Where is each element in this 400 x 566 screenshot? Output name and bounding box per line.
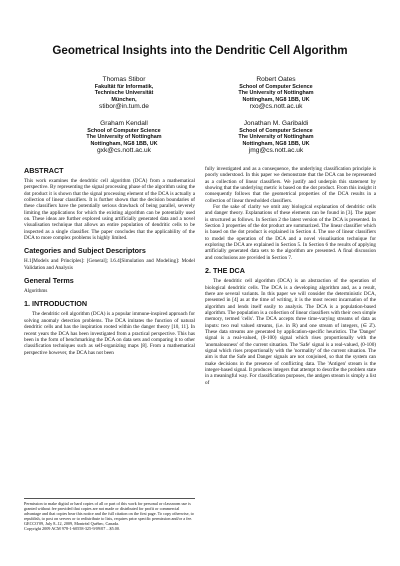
author-email: gxk@cs.nott.ac.uk (97, 146, 151, 154)
introduction-structure-text: For the sake of clarity we omit any biological explanation of dendritic cells and danger theory. Explanations of these elements can be found in [3]. The paper is structured as follows. In Section 2 the latest version of the DCA is presented. In Section 3 properties of the dot product are summarized. The linear classifier which is based on the dot product is explained in Section 4. The use of linear classifiers to model the operation of the DCA and a novel visualisation technique for exploring the DCA are explained in Section 5. In Section 6 the results of applying artificially generated data sets to the algorithm are presented. A final discussion and conclusions are provided in Section 7. (205, 204, 376, 261)
author-block-stibor (44, 76, 204, 111)
paper-title: Geometrical Insights into the Dendritic Cell Algorithm (52, 44, 348, 57)
author-block-kendall (44, 120, 204, 155)
author-affiliation: München, (111, 96, 137, 103)
author-affiliation: Nottingham, NG8 1BB, UK (242, 140, 310, 147)
introduction-continued-text: fully investigated and as a consequence, the underlying classification principle is poorly understood. In this paper we demonstrate that the DCA can be represented as a collection of linear classifiers. We justify and underpin this statement by showing that the underlying metric is based on the dot product. From this insight it consequently follows that the geometrical properties of the DCA results in a collection of linear thresholded classifiers. (205, 166, 376, 204)
author-affiliation: Nottingham, NG8 1BB, UK (90, 140, 158, 147)
author-name: Thomas Stibor (102, 76, 146, 83)
conference-line: GECCO'09, July 8–12, 2009, Montréal Québec, Canada. (24, 521, 120, 527)
author-block-garibaldi (196, 120, 356, 155)
general-terms-heading: General Terms (24, 276, 74, 286)
author-name: Jonathan M. Garibaldi (243, 120, 309, 127)
introduction-heading: 1. INTRODUCTION (24, 299, 88, 309)
categories-heading: Categories and Subject Descriptors (24, 246, 146, 256)
author-affiliation: School of Computer Science (239, 128, 313, 134)
author-email: jmg@cs.nott.ac.uk (248, 146, 304, 154)
permission-notice: Permission to make digital or hard copies of all or part of this work for personal or classroom use is granted without fee provided that copies are not made or distributed for profit or commercial advantage and that copies bear this notice and the full citation on the first page. To copy otherwise, to republish, to post on servers or to redistribute to lists, requires prior specific permission and/or a fee. (24, 501, 194, 522)
author-email: stibor@in.tum.de (99, 102, 149, 110)
abstract-heading: ABSTRACT (24, 166, 64, 175)
author-name: Graham Kendall (100, 120, 148, 127)
dca-text: The dendritic cell algorithm (DCA) is an abstraction of the operation of biological dendritic cells. The DCA is a developing algorithm and, as a result, there are several variants. In this paper we will consider the deterministic DCA, presented in [4] as at the time of writing, it is the most recent incarnation of the algorithm and lends itself easily to analysis. The DCA is a population-based algorithm. The population is a collection of linear classifiers with their own simple memory, termed 'cells'. The DCA accepts three time-varying streams of data as inputs: two real valued streams, (i.e. in ℝ) and one stream of integers, (∈ ℤ). These data streams are generated by application-specific heuristics. The 'Danger' signal is a real-valued, (0-100) signal which rises proportionally with the 'anomalousness' of the current situation. The 'Safe' signal is a real-valued, (0-100) signal which rises proportionally with the 'normality' of the current situation. The aim is that the Safe and Danger signals are not conjoined, so that the system can make decisions in the presence of conflicting data. The 'Antigen' stream is the integer-based signal. It produces integers that attempt to describe the problem state in a meaningful way. For classification purposes, the antigen stream is simply a list of (205, 278, 376, 386)
copyright-footnote (24, 498, 195, 532)
author-email: rxo@cs.nott.ac.uk (249, 102, 303, 110)
author-name: Robert Oates (256, 76, 296, 83)
left-column (24, 166, 195, 356)
general-terms-text: Algorithms (24, 288, 48, 295)
author-affiliation: The University of Nottingham (238, 134, 314, 141)
author-affiliation: Nottingham, NG8 1BB, UK (242, 96, 310, 103)
author-affiliation: Technische Universität (94, 90, 154, 97)
author-affiliation: School of Computer Science (87, 128, 161, 134)
introduction-text: The dendritic cell algorithm (DCA) is a popular immune-inspired approach for solving anomaly detection problems. The DCA imitates the function of natural dendritic cells and has the inspiration rooted within the danger theory [10, 11]. In recent years the DCA has been investigated from a practical perspective. This has been in the form of benchmarking the DCA on data sets and comparing it to other classification techniques such as self-organizing maps [8]. From a mathematical perspective however, the DCA has not been (24, 311, 195, 356)
categories-text: H.1[Models and Principles]: [General]; I.6.4[Simulation and Modeling]: Model Validation and Analysis (24, 258, 195, 271)
author-affiliation: The University of Nottingham (238, 90, 314, 97)
author-affiliation: School of Computer Science (239, 84, 313, 90)
author-affiliation: The University of Nottingham (86, 134, 162, 141)
author-affiliation: Fakultät für Informatik, (94, 84, 154, 90)
dca-heading: 2. THE DCA (205, 266, 245, 276)
right-column (205, 166, 376, 386)
copyright-line: Copyright 2009 ACM 978-1-60558-325-9/09/07 ...$5.00. (24, 526, 120, 532)
abstract-text: This work examines the dendritic cell algorithm (DCA) from a mathematical perspective. By representing the signal processing phase of the algorithm using the dot product it is shown that the signal processing element of the DCA is actually a collection of linear classifiers. It is further shown that the decision boundaries of these classifiers have the potentially serious drawback of being parallel, severely limiting the applications for which the existing algorithm can be potentially used on. These ideas are further explored using artificially generated data and a novel visualisation technique that allows an entire population of dendritic cells to be inspected as a single classifier. The paper concludes that the applicability of the DCA to more complex problems is highly limited. (24, 178, 195, 242)
author-block-oates (196, 76, 356, 111)
